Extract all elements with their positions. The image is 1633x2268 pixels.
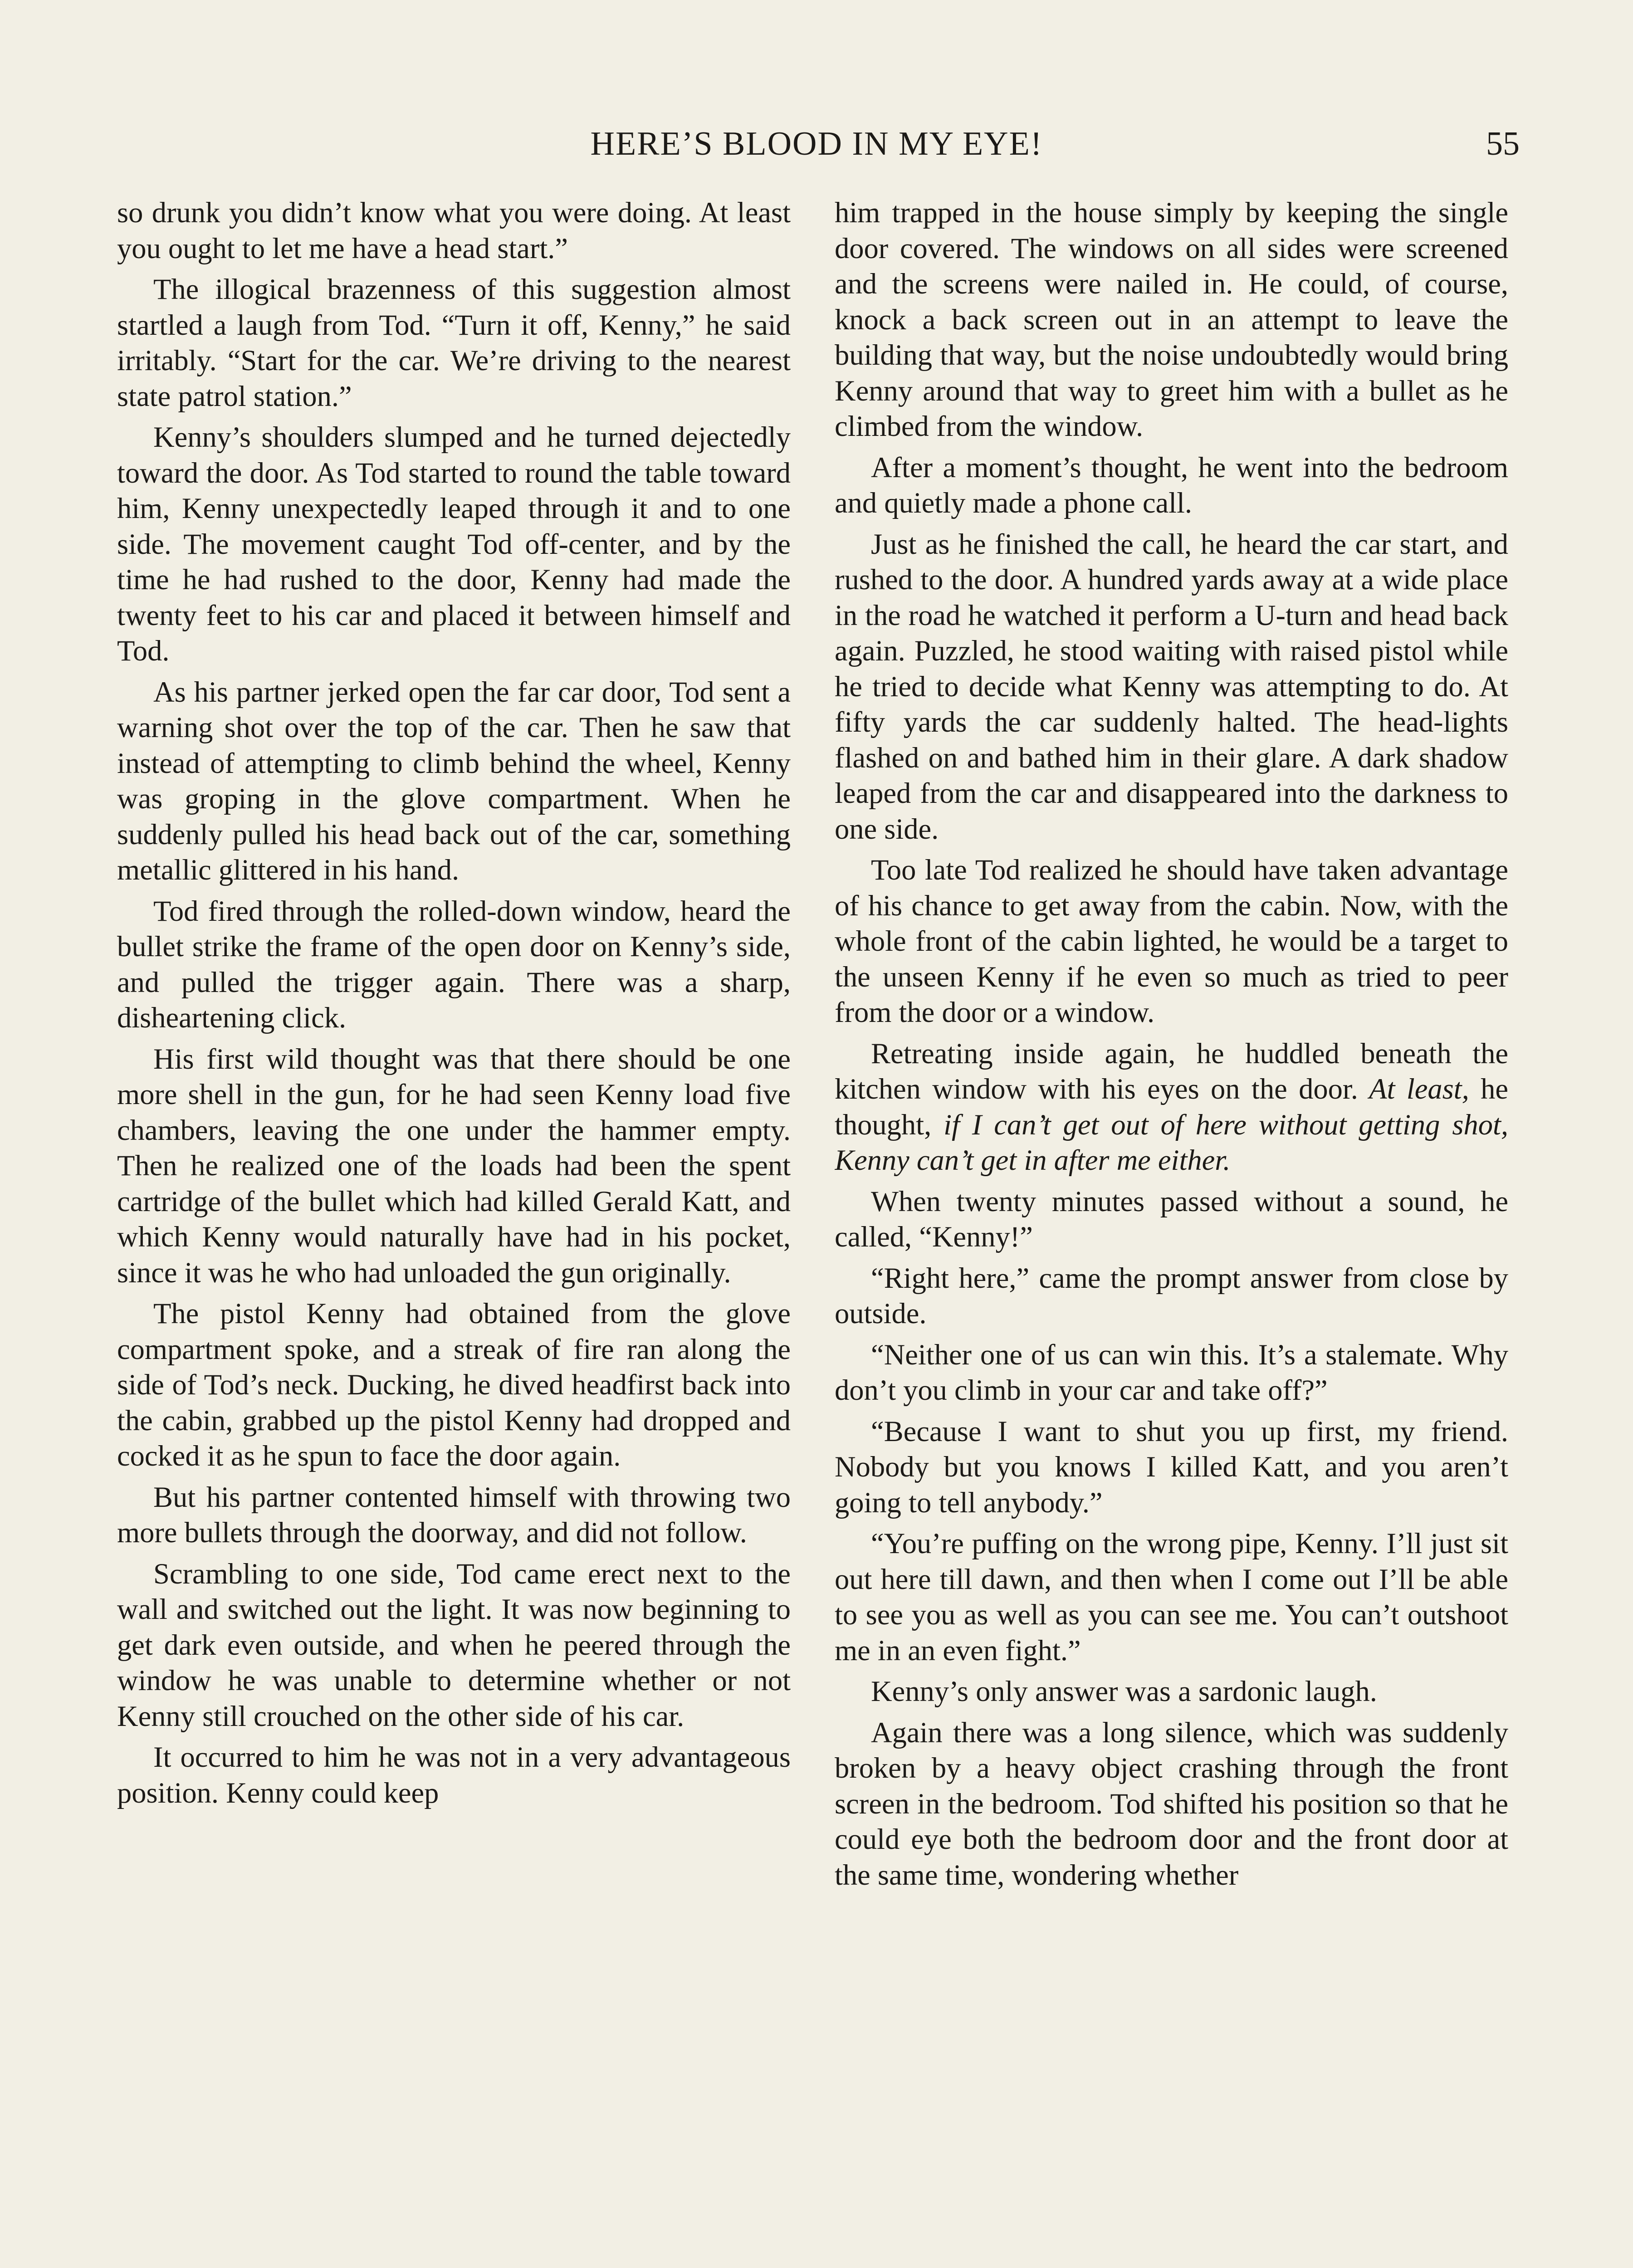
- paragraph-text: Too late Tod realized he should have taken advantage of his chance to get away from the cabin. Now, with the whole front of the cabin lighted, he would be a target to the unseen Kenny if he even so much as tried to peer from the door or a window.: [835, 854, 1508, 1028]
- paragraph: [117, 1041, 791, 1291]
- paragraph: [117, 675, 791, 888]
- paragraph-text: It occurred to him he was not in a very advantageous position. Kenny could keep: [117, 1741, 791, 1809]
- paragraph: [835, 450, 1508, 521]
- paragraph: [117, 272, 791, 414]
- paragraph-text: As his partner jerked open the far car door, Tod sent a warning shot over the top of the car. Then he saw that instead of attempting to climb behind the wheel, Kenny was groping in the glove compartment. When he suddenly pulled his head back out of the car, something metallic glittered in his hand.: [117, 675, 791, 886]
- paragraph: [117, 1480, 791, 1551]
- paragraph: [835, 1674, 1508, 1710]
- paragraph-text: “Because I want to shut you up first, my friend. Nobody but you knows I killed Katt, and you aren’t going to tell anybody.”: [835, 1415, 1508, 1519]
- paragraph: [117, 1740, 791, 1811]
- paragraph: [835, 195, 1508, 445]
- left-text-column: [117, 195, 791, 2268]
- paragraph-text: “You’re puffing on the wrong pipe, Kenny. I’ll just sit out here till dawn, and then when I come out I’ll be able to see you as well as you can see me. You can’t outshoot me in an even fight.”: [835, 1527, 1508, 1667]
- paragraph: [835, 1715, 1508, 1893]
- page-number: 55: [1486, 125, 1520, 162]
- paragraph-text: The illogical brazenness of this suggestion almost startled a laugh from Tod. “Turn it off, Kenny,” he said irritably. “Start for the car. We’re driving to the nearest state patrol station.”: [117, 273, 791, 412]
- paragraph-text: Again there was a long silence, which was suddenly broken by a heavy object crashing through the front screen in the bedroom. Tod shifted his position so that he could eye both the bedroom door and the front door at the same time, wondering whether: [835, 1716, 1508, 1891]
- paragraph: [117, 195, 791, 266]
- paragraph: [835, 852, 1508, 1031]
- paragraph: [835, 1337, 1508, 1408]
- paragraph-text: Kenny’s only answer was a sardonic laugh.: [871, 1675, 1377, 1707]
- paragraph: [835, 1036, 1508, 1178]
- paragraph-text: Kenny’s shoulders slumped and he turned dejectedly toward the door. As Tod started to round the table toward him, Kenny unexpectedly leaped through it and to one side. The movement caught Tod off-center, and by the time he had rushed to the door, Kenny had made the twenty feet to his car and placed it between himself and Tod.: [117, 421, 791, 667]
- paragraph-text: His first wild thought was that there should be one more shell in the gun, for he had seen Kenny load five chambers, leaving the one under the hammer empty. Then he realized one of the loads had been the spent cartridge of the bullet which had killed Gerald Katt, and which Kenny would naturally have had in his pocket, since it was he who had unloaded the gun originally.: [117, 1042, 791, 1289]
- paragraph: [117, 1296, 791, 1474]
- paragraph-text: “Right here,” came the prompt answer from close by outside.: [835, 1261, 1508, 1330]
- paragraph-text: The pistol Kenny had obtained from the glove compartment spoke, and a streak of fire ran along the side of Tod’s neck. Ducking, he dived headfirst back into the cabin, grabbed up the pistol Kenny had dropped and cocked it as he spun to face the door again.: [117, 1297, 791, 1472]
- running-title: HERE’S BLOOD IN MY EYE!: [590, 125, 1043, 162]
- right-text-column: [835, 195, 1508, 2268]
- paragraph: [117, 1556, 791, 1735]
- paragraph-text: Just as he finished the call, he heard the car start, and rushed to the door. A hundred yards away at a wide place in the road he watched it perform a U-turn and head back again. Puzzled, he stood waiting with raised pistol while he tried to decide what Kenny was attempting to do. At fifty yards the car suddenly halted. The head-lights flashed on and bathed him in their glare. A dark shadow leaped from the car and disappeared into the darkness to one side.: [835, 528, 1508, 845]
- paragraph-text: so drunk you didn’t know what you were doing. At least you ought to let me have a head start.”: [117, 196, 791, 264]
- paragraph: [835, 1261, 1508, 1332]
- paragraph-text: he thought,: [835, 1073, 1508, 1141]
- paragraph: [117, 420, 791, 669]
- paragraph: [835, 1526, 1508, 1668]
- paragraph-text: After a moment’s thought, he went into the bedroom and quietly made a phone call.: [835, 451, 1508, 519]
- italic-thought: if I can’t get out of here without getting shot, Kenny can’t get in after me either.: [835, 1108, 1508, 1176]
- paragraph: [835, 527, 1508, 847]
- paragraph-text: When twenty minutes passed without a sound, he called, “Kenny!”: [835, 1185, 1508, 1253]
- paragraph-text: Retreating inside again, he huddled beneath the kitchen window with his eyes on the door.: [835, 1037, 1508, 1105]
- paragraph: [117, 894, 791, 1036]
- paragraph: [835, 1184, 1508, 1255]
- paragraph-text: “Neither one of us can win this. It’s a stalemate. Why don’t you climb in your car and take off?”: [835, 1338, 1508, 1406]
- page-header: [113, 119, 1520, 169]
- paragraph-text: Tod fired through the rolled-down window, heard the bullet strike the frame of the open door on Kenny’s side, and pulled the trigger again. There was a sharp, disheartening click.: [117, 894, 791, 1034]
- italic-thought: At least,: [1358, 1073, 1469, 1105]
- paragraph-text: But his partner contented himself with throwing two more bullets through the doorway, and did not follow.: [117, 1481, 791, 1549]
- paragraph-text: him trapped in the house simply by keeping the single door covered. The windows on all sides were screened and the screens were nailed in. He could, of course, knock a back screen out in an attempt to leave the building that way, but the noise undoubtedly would bring Kenny around that way to greet him with a bullet as he climbed from the window.: [835, 196, 1508, 442]
- paragraph-text: Scrambling to one side, Tod came erect next to the wall and switched out the light. It was now beginning to get dark even outside, and when he peered through the window he was unable to determine whether or not Kenny still crouched on the other side of his car.: [117, 1557, 791, 1732]
- paragraph: [835, 1414, 1508, 1521]
